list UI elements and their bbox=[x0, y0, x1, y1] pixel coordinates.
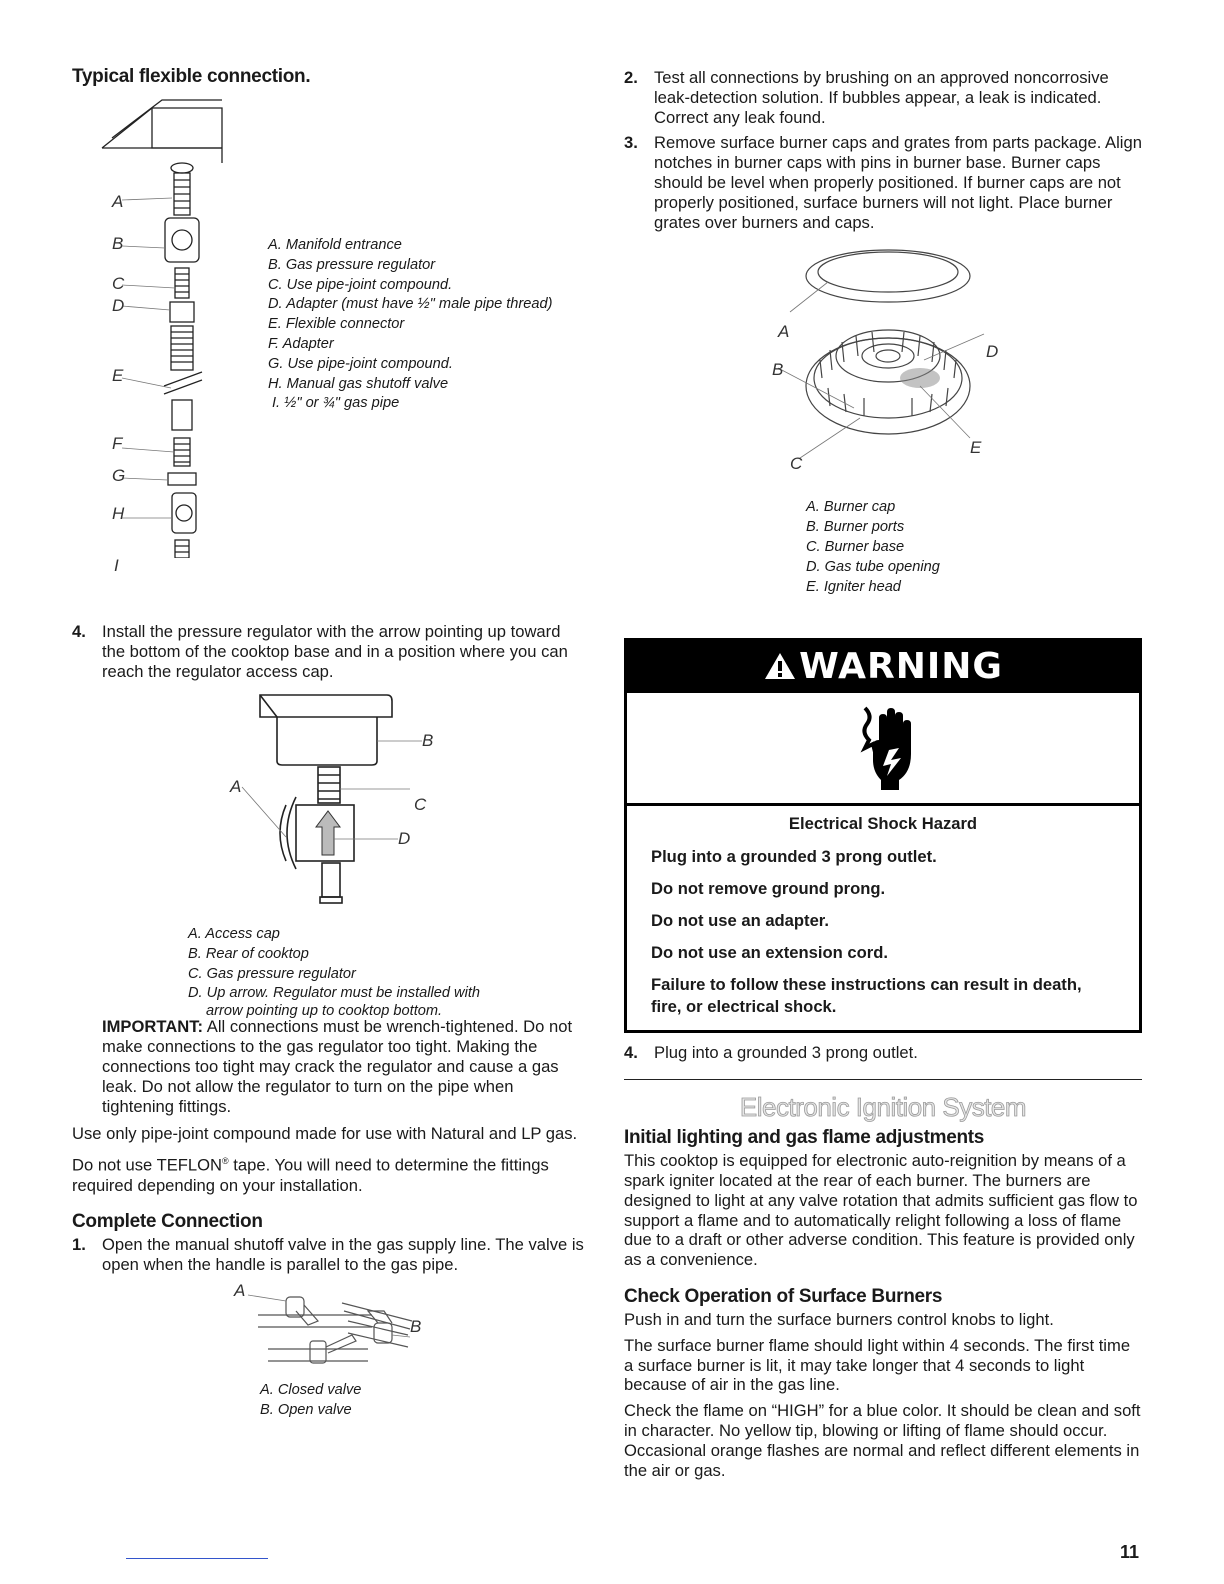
legend-item: A. Manifold entrance bbox=[268, 237, 402, 253]
fig4-label-d: D bbox=[986, 342, 999, 362]
fig2-label-c: C bbox=[414, 795, 427, 815]
step-text: Remove surface burner caps and grates from parts package. Align notches in burner caps with pins in burner base. Burner caps should be level when properly positioned. If burner caps are not properly positioned, surface burners will not light. Place burner grates over burners and caps. bbox=[654, 133, 1142, 232]
fig1-legend bbox=[268, 236, 553, 414]
fig1-label-h: H bbox=[112, 504, 125, 523]
step-number: 2. bbox=[624, 68, 638, 87]
warning-line: Do not use an adapter. bbox=[651, 911, 829, 931]
initial-lighting-text: This cooktop is equipped for electronic auto-reignition by means of a spark igniter located at the rear of each burner. The burners are designed to light at any valve rotation that admits sufficient gas flow to support a flame and to automatically relight following a loss of flame due to a draft or other adverse condition. This feature is provided only as a convenience. bbox=[624, 1151, 1138, 1270]
legend-item: A. Access cap bbox=[188, 926, 280, 943]
warning-body bbox=[627, 806, 1139, 1030]
fig4-label-c: C bbox=[790, 454, 803, 474]
warning-line: Do not remove ground prong. bbox=[651, 879, 886, 899]
typical-connection-heading: Typical flexible connection. bbox=[72, 66, 311, 87]
fig1-label-c: C bbox=[112, 274, 125, 293]
warning-line: Do not use an extension cord. bbox=[651, 943, 888, 963]
fig2-label-d: D bbox=[398, 829, 411, 849]
left-column bbox=[72, 64, 588, 1425]
fig3-legend bbox=[260, 1381, 361, 1421]
registered-mark: ® bbox=[222, 1156, 229, 1167]
flexible-connection-figure bbox=[72, 88, 588, 575]
legend-item: A. Burner cap bbox=[806, 499, 896, 516]
legend-item: B. Burner ports bbox=[806, 519, 905, 536]
legend-item: B. Open valve bbox=[260, 1401, 352, 1418]
fig4-label-a: A bbox=[778, 322, 790, 342]
flexible-connection-diagram bbox=[72, 88, 242, 558]
legend-item: F. Adapter bbox=[268, 335, 334, 352]
valve-diagram bbox=[72, 1281, 588, 1381]
teflon-text-b: tape. You will need to determine the fittings required depending on your installation. bbox=[72, 1155, 549, 1195]
step-4-plug-in bbox=[624, 1043, 1142, 1063]
fig2-legend bbox=[188, 925, 480, 1018]
warning-triangle-icon bbox=[763, 651, 797, 681]
legend-item: C. Use pipe-joint compound. bbox=[268, 276, 453, 293]
burner-diagram bbox=[624, 238, 1142, 488]
warning-icon-area bbox=[627, 693, 1139, 806]
important-note bbox=[102, 1017, 588, 1116]
check-operation-p3: Check the flame on “HIGH” for a blue color. It should be clean and soft in character. No yellow tip, blowing or lifting of flame should occur. Occasional orange flashes are normal and reflect different elements in the air or gas. bbox=[624, 1401, 1141, 1480]
fig4-legend bbox=[806, 498, 940, 597]
page-number: 11 bbox=[1120, 1542, 1140, 1562]
legend-item: I. ½" or ¾" gas pipe bbox=[272, 395, 400, 412]
warning-title: Electrical Shock Hazard bbox=[788, 814, 978, 834]
step-number: 4. bbox=[624, 1043, 638, 1063]
legend-item: D. Up arrow. Regulator must be installed with bbox=[188, 985, 481, 1002]
complete-connection-heading: Complete Connection bbox=[72, 1211, 263, 1233]
warning-line: Plug into a grounded 3 prong outlet. bbox=[651, 847, 937, 867]
legend-item: E. Flexible connector bbox=[268, 316, 405, 333]
warning-header bbox=[627, 641, 1139, 693]
legend-item: B. Gas pressure regulator bbox=[268, 256, 436, 273]
fig1-label-d: D bbox=[112, 296, 125, 315]
fig1-label-a: A bbox=[112, 192, 124, 211]
step-4-install-regulator bbox=[72, 622, 588, 681]
check-operation-heading: Check Operation of Surface Burners bbox=[624, 1285, 943, 1307]
legend-item: C. Gas pressure regulator bbox=[188, 965, 356, 982]
burner-figure bbox=[624, 232, 1142, 602]
fig1-label-e: E bbox=[112, 366, 124, 385]
legend-item: D. Adapter (must have ½" male pipe thread) bbox=[268, 296, 553, 313]
legend-item: A. Closed valve bbox=[260, 1381, 362, 1398]
fig4-label-e: E bbox=[970, 438, 982, 458]
warning-line: Failure to follow these instructions can result in death, fire, or electrical shock. bbox=[651, 975, 1082, 1017]
step-text: Install the pressure regulator with the arrow pointing up toward the bottom of the cooktop base and in a position where you can reach the regulator access cap. bbox=[102, 622, 568, 681]
regulator-diagram bbox=[72, 687, 588, 927]
fig3-label-b: B bbox=[410, 1316, 422, 1336]
section-divider bbox=[624, 1079, 1142, 1080]
fig1-label-g: G bbox=[112, 466, 126, 485]
initial-lighting-heading: Initial lighting and gas flame adjustments bbox=[624, 1127, 985, 1149]
step-2-test-connections bbox=[624, 68, 1142, 127]
valve-figure bbox=[72, 1275, 588, 1425]
step-number: 1. bbox=[72, 1235, 86, 1255]
fig2-label-a: A bbox=[230, 777, 242, 797]
regulator-figure bbox=[72, 681, 588, 1019]
footer-rule bbox=[126, 1558, 268, 1559]
legend-item: E. Igniter head bbox=[806, 578, 901, 595]
legend-item: B. Rear of cooktop bbox=[188, 945, 309, 962]
step-number: 4. bbox=[72, 622, 86, 641]
step-text: Test all connections by brushing on an approved noncorrosive leak-detection solution. If bubbles appear, a leak is indicated. Correct any leak found. bbox=[654, 68, 1109, 127]
teflon-note bbox=[72, 1152, 588, 1195]
fig2-label-b: B bbox=[422, 731, 434, 751]
electrical-shock-hand-icon bbox=[843, 702, 923, 794]
fig4-label-b: B bbox=[772, 360, 784, 380]
warning-header-text: WARNING bbox=[799, 646, 1003, 688]
legend-item: C. Burner base bbox=[806, 538, 905, 555]
step-1-open-valve bbox=[72, 1235, 588, 1275]
fig1-label-i: I bbox=[114, 556, 119, 575]
right-column bbox=[624, 64, 1142, 1480]
step-number: 3. bbox=[624, 133, 638, 153]
legend-item: G. Use pipe-joint compound. bbox=[268, 355, 453, 372]
fig1-label-f: F bbox=[112, 434, 123, 453]
fig3-label-a: A bbox=[234, 1280, 246, 1300]
legend-item: H. Manual gas shutoff valve bbox=[268, 375, 449, 392]
electronic-ignition-title: Electronic Ignition System bbox=[739, 1092, 1027, 1123]
warning-box bbox=[624, 638, 1142, 1033]
teflon-text-a: Do not use TEFLON bbox=[72, 1155, 223, 1175]
important-text: All connections must be wrench-tightened. Do not make connections to the gas regulator too tight. Making the connections too tight may crack the regulator and cause a gas leak. Do not allow the regulator to turn on the pipe when tightening fittings. bbox=[102, 1017, 573, 1116]
step-text: Open the manual shutoff valve in the gas supply line. The valve is open when the handle is parallel to the gas pipe. bbox=[102, 1235, 584, 1275]
legend-item: arrow pointing up to cooktop bottom. bbox=[206, 1002, 443, 1019]
step-3-burner-caps bbox=[624, 133, 1142, 232]
legend-item: D. Gas tube opening bbox=[806, 558, 940, 575]
pipe-compound-note: Use only pipe-joint compound made for use with Natural and LP gas. bbox=[72, 1124, 578, 1144]
check-operation-p1: Push in and turn the surface burners control knobs to light. bbox=[624, 1309, 1054, 1329]
important-label: IMPORTANT: bbox=[102, 1017, 204, 1037]
fig1-label-b: B bbox=[112, 234, 124, 253]
check-operation-p2: The surface burner flame should light within 4 seconds. The first time a surface burner is lit, it may take longer that 4 seconds to light because of air in the gas line. bbox=[624, 1335, 1131, 1395]
step-text: Plug into a grounded 3 prong outlet. bbox=[654, 1043, 918, 1063]
